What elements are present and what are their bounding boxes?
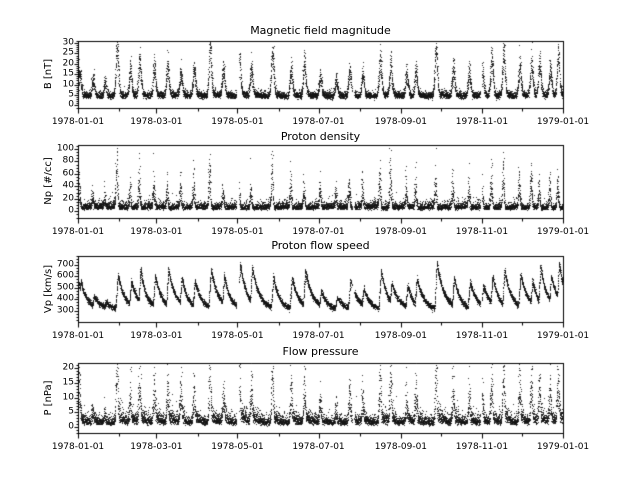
y-tick-label: 5 xyxy=(68,406,74,417)
y-tick-label: 20 xyxy=(62,193,74,204)
x-tick-label: 1978-07-01 xyxy=(292,330,345,341)
x-tick-label: 1978-01-01 xyxy=(51,330,105,341)
y-tick-label: 80 xyxy=(62,155,74,166)
panel-title-magnetic-field-magnitude: Magnetic field magnitude xyxy=(250,24,391,37)
x-tick-label: 1978-05-01 xyxy=(211,116,264,127)
panel-title-proton-density: Proton density xyxy=(280,130,361,143)
x-tick-label: 1979-01-01 xyxy=(536,442,590,452)
y-tick-label: 20 xyxy=(62,362,74,373)
y-tick-label: 0 xyxy=(68,205,74,216)
x-tick-label: 1978-05-01 xyxy=(211,226,264,237)
x-tick-label: 1978-11-01 xyxy=(455,116,509,127)
y-tick-label: 100 xyxy=(56,143,74,154)
y-tick-label: 15 xyxy=(62,377,74,388)
x-tick-label: 1979-01-01 xyxy=(536,116,590,127)
y-axis-label-p-npa: P [nPa] xyxy=(43,380,54,416)
x-tick-label: 1978-05-01 xyxy=(211,330,264,341)
panel-title-proton-flow-speed: Proton flow speed xyxy=(271,239,370,252)
y-tick-label: 10 xyxy=(62,392,74,403)
y-tick-label: 600 xyxy=(56,270,74,281)
y-tick-label: 25 xyxy=(62,47,74,58)
x-tick-label: 1978-03-01 xyxy=(130,116,183,127)
x-tick-label: 1978-09-01 xyxy=(374,226,428,237)
x-tick-label: 1978-01-01 xyxy=(51,226,105,237)
y-tick-label: 15 xyxy=(62,68,74,79)
x-tick-label: 1978-11-01 xyxy=(455,330,509,341)
x-tick-label: 1979-01-01 xyxy=(536,330,590,341)
y-tick-label: 500 xyxy=(56,282,74,293)
x-tick-label: 1978-09-01 xyxy=(374,330,428,341)
y-axis-label-np-cc: Np [#/cc] xyxy=(43,157,54,205)
y-tick-label: 0 xyxy=(68,421,74,432)
x-tick-label: 1978-07-01 xyxy=(292,442,345,452)
y-axis-label-b-nt: B [nT] xyxy=(43,58,54,90)
x-tick-label: 1978-09-01 xyxy=(374,442,428,452)
y-tick-label: 60 xyxy=(62,168,74,179)
y-tick-label: 300 xyxy=(56,305,74,316)
y-tick-label: 20 xyxy=(62,58,74,69)
y-tick-label: 700 xyxy=(56,259,74,270)
y-tick-label: 40 xyxy=(62,180,74,191)
y-tick-label: 400 xyxy=(56,293,74,304)
panel-title-flow-pressure: Flow pressure xyxy=(282,345,359,358)
x-tick-label: 1978-01-01 xyxy=(51,442,105,452)
x-tick-label: 1979-01-01 xyxy=(536,226,590,237)
y-tick-label: 30 xyxy=(62,37,74,48)
x-tick-label: 1978-03-01 xyxy=(130,226,183,237)
x-tick-label: 1978-03-01 xyxy=(130,442,183,452)
x-tick-label: 1978-09-01 xyxy=(374,116,428,127)
y-axis-label-vp-kms: Vp [km/s] xyxy=(43,264,54,314)
x-tick-label: 1978-11-01 xyxy=(455,226,509,237)
x-tick-label: 1978-11-01 xyxy=(455,442,509,452)
x-tick-label: 1978-07-01 xyxy=(292,116,345,127)
y-tick-label: 0 xyxy=(68,99,74,110)
x-tick-label: 1978-03-01 xyxy=(130,330,183,341)
y-tick-label: 5 xyxy=(68,89,74,100)
x-tick-label: 1978-01-01 xyxy=(51,116,105,127)
x-tick-label: 1978-05-01 xyxy=(211,442,264,452)
x-tick-label: 1978-07-01 xyxy=(292,226,345,237)
y-tick-label: 10 xyxy=(62,79,74,90)
